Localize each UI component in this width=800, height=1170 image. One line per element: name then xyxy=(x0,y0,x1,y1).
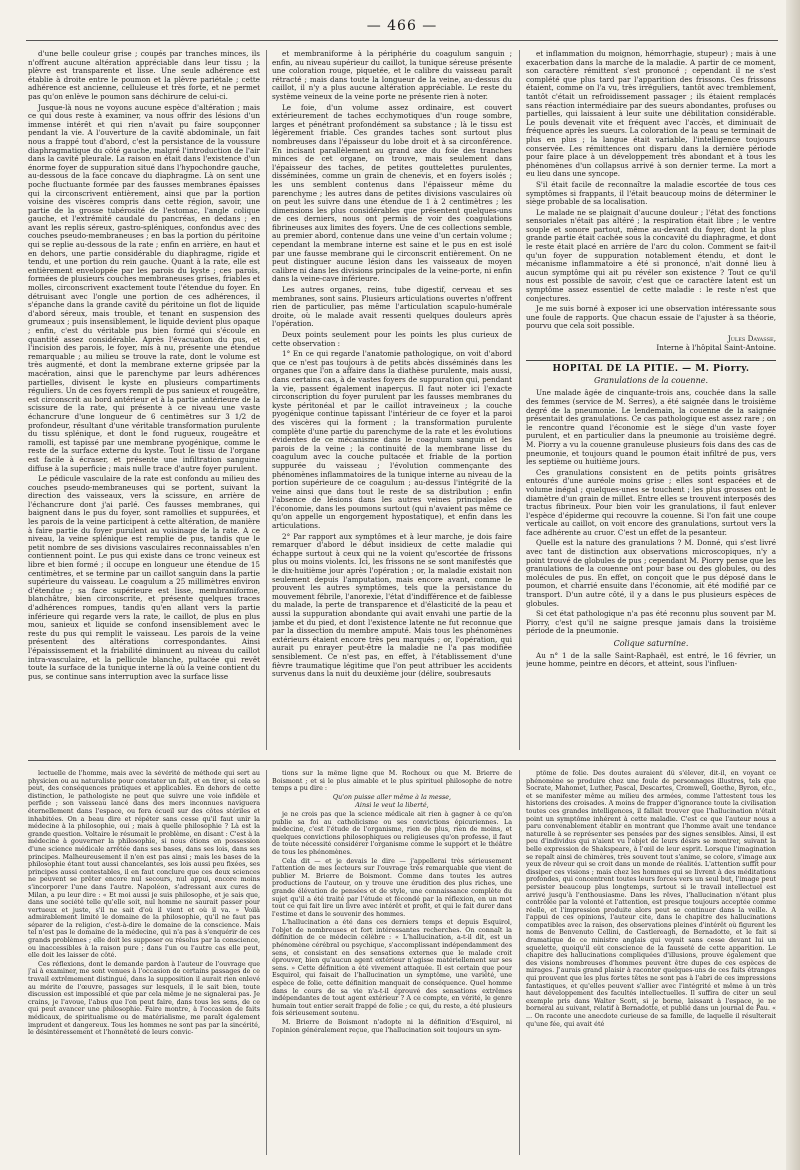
paragraph: S'il était facile de reconnaître la maladie escortée de tous ces symptômes si frappants, il l'était beaucoup moins de déterminer le siège probable de sa localisation. xyxy=(526,179,776,207)
paragraph: Le malade ne se plaignait d'aucune douleur ; l'état des fonctions sensoriales n'était pas altéré ; la respiration était libre ; le ventre souple et sonore partout, même au-devant du foyer, dont la plus grande partie était cachée sous la concavité du diaphragme, et dont le reste était placé en arrière de l'arc du colon. Comment se fait-il qu'un foyer de suppuration notablement étendu, et dont le mécanisme inflammatoire a été si prononcé, n'ait donné lieu à aucun symptôme qui ait pu révéler son existence ? Tout ce qu'il nous est possible de savoir, c'est que ce caractère latent est un symptôme assez essentiel de cette maladie : le reste n'est que conjectures. xyxy=(526,207,776,303)
paragraph: Jusque-là nous ne voyons aucune espèce d'altération ; mais ce qui dous reste à examiner, va nous offrir des lésions d'un immense intérêt et qui rien n'avait pu faire soupçonner pendant la vie. A l'ouverture de la cavité abdominale, un fait nous a frappé tout d'abord, c'est la persistance de la voussure diaphragmatique du côté gauche, malgré l'introduction de l'air dans la cavité pleurale. La raison en était dans l'existence d'un énorme foyer de suppuration situé dans l'hypochondre gauche, au-dessous de la face concave du diaphragme. Là on sent une poche fluctuante formée par des fausses membranes épaisses qui la circonscrivent entièrement, ainsi que par la portion voisine des viscères compris dans cette région, savoir, une partie de la grosse tubérosité de l'estomac, l'angle colique gauche, et l'extrémité caudale du pancréas, en dedans ; en avant les replis séreux, gastro-spléniques, confondus avec des couches pseudo-membraneuses ; en bas la portion du péritoine qui se replie au-dessous de la rate ; enfin en arrière, en haut et en dehors, une partie considérable du diaphragme, rigide et tendu, et une portion du rein gauche. Quant à la rate, elle est entièrement enveloppée par les parois du kyste ; ces parois, formées de plusieurs couches membraneuses grises, friables et molles, circonscrivent exactement toute l'étendue du foyer. En détruisant avec l'ongle une portion de ces adhérences, il s'épanche dans la grande cavité du péritoine un flot de liquide d'abord séreux, mais trouble, et tenant en suspension des grumeaux ; puis insensiblement, le liquide devient plus opaque ; enfin, c'est du véritable pus bien formé qui s'écoule en quantité assez considérable. Après l'évacuation du pus, et l'incision des parois, le foyer, mis à nu, présente une étendue remarquable ; au milieu se trouve la rate, dont le volume est très augmenté, et dont la membrane externe gripsée par la macération, ainsi que le parenchyme par leurs adhérences partielles, divisent le kyste en plusieurs compartiments réguliers. Un de ces foyers rempli de pus sanieux et rougeâtre, est circonscrit au bord antérieur et à la partie antérieure de la scissure de la rate, qui présente à ce niveau une vaste échancrure d'une longueur de 6 centimètres sur 3 1/2 de profondeur, résultant d'une véritable transformation purulente du tissu splénique, et dont le fond rugueux, rougeâtre et ramolli, est tapissé par une membrane pyogénique, comme le reste de la surface externe du kyste. Tout le tissu de l'organe est facile à écraser, et présente une infiltration sanguine diffuse à la superficie ; mais nulle trace d'autre foyer purulent. xyxy=(28,102,260,473)
paragraph: tions sur la même ligne que M. Rochoux ou que M. Brierre de Boismont ; et si le plus aimable et le plus spirituel philosophe de notre temps a pu dire : xyxy=(272,770,512,793)
paragraph: Si cet état pathologique n'a pas été reconnu plus souvent par M. Piorry, c'est qu'il ne saigne presque jamais dans la troisième période de la pneumonie. xyxy=(526,609,776,636)
paragraph: Le foie, d'un volume assez ordinaire, est couvert extérieurement de taches ecchymotiques d'un rouge sombre, larges et pénétrant profondément sa substance ; là le tissu est légèrement friable. Ces grandes taches sont surtout plus nombreuses dans l'épaisseur du lobe droit et à sa circonférence. En incisant parallèlement au grand axe du foie des tranches minces de cet organe, on trouve, mais seulement dans l'épaisseur des taches, de petites gouttelettes purulentes, disséminées, comme un grain de chenevis, et en foyers isolés ; les uns semblent contenus dans l'épaisseur même du parenchyme ; les autres dans de petites divisions vasculaires où on peut les suivre dans une étendue de 1 à 2 centimètres ; les dimensions les plus considérables que présentent quelques-uns de ces derniers, nous ont permis de voir des coagulations fibrineuses aux limites des foyers. Une de ces collections semble, au premier abord, contenue dans une veine d'un certain volume ; cependant la membrane interne est saine et le pus en est isolé par une fausse membrane qui le circonscrit entièrement. On ne peut distinguer aucune lésion dans les vaisseaux de moyen calibre ni dans les divisions principales de la veine-porte, ni enfin dans la veine-cave inférieure. xyxy=(272,102,512,284)
paragraph: 1° En ce qui regarde l'anatomie pathologique, on voit d'abord que ce n'est pas toujours à de petits abcès disséminés dans les organes que l'on a affaire dans la diathèse purulente, mais aussi, dans certains cas, à de vastes foyers de suppuration qui, pendant la vie, passent également inaperçus. Il faut noter ici l'exacte circonscription du foyer purulent par les fausses membranes du kyste péritonéal et par le caillot intraveineux ; la couche pyogénique continue tapissant l'intérieur de ce foyer et la paroi des viscères qui la forment ; la transformation purulente complète d'une partie du parenchyme de la rate et les évolutions évidentes de ce mécanisme dans le coagulum sanguin et les parois de la veine ; la continuité de la membrane lisse du coagulum avec la couche pultacée et friable de la portion suppurée du vaisseau ; l'évolution commençante des phénomènes inflammatoires de la tunique interne au niveau de la portion supérieure de ce coagulum ; au-dessus l'intégrité de la veine ainsi que dans tout le reste de sa distribution ; enfin l'absence de lésions dans les autres veines principales de l'économie, dans les poumons surtout (qui n'avaient pas même ce qu'on appelle un engorgement hypostatique), et enfin dans les articulations. xyxy=(272,349,512,531)
signature-name: Jules Dayasse, xyxy=(727,334,776,343)
verse-line: Ainsi le veut la liberté, xyxy=(355,801,429,810)
feuilleton-column-1 xyxy=(28,770,260,1155)
subsection-title: Colique saturnine. xyxy=(613,639,689,648)
column-divider xyxy=(519,50,520,750)
column-2 xyxy=(272,50,512,750)
paragraph: Au n° 1 de la salle Saint-Raphaël, est entré, le 16 février, un jeune homme, peintre en décors, et atteint, sous l'influen- xyxy=(526,650,776,669)
paragraph: Deux points seulement pour les points les plus curieux de cette observation : xyxy=(272,330,512,348)
paragraph: Ces réflexions, dont le demande pardon à l'auteur de l'ouvrage que j'ai à examiner, me sont venues à l'occasion de certains passages de ce travail extrêmement distingué, dans la supposition il aurait rien enlevé au mérite de l'œuvre, passages sur lesquels, il le sait bien, toute discussion est impossible et que par cela même je ne signalerai pas. Je crains, je l'avoue, l'abus que l'on peut faire, dans tous les sens, de ce qui peut avancer une philosophie. Faire montre, à l'occasion de faits médicaux, de spiritualisme ou de matérialisme, me paraît également imprudent et dangereux. Tous les hommes ne sont pas par la sincérité, le désintéressement et l'honnêteté de leurs convic- xyxy=(28,959,260,1037)
paragraph: d'une belle couleur grise ; coupés par tranches minces, ils n'offrent aucune altération appréciable dans leur tissu ; la plèvre est transparente et lisse. Une seule adhérence est établie à droite entre le poumon et la plèvre pariétale ; cette adhérence est ancienne, celluleuse et très forte, et ne permet pas qu'on enlève le poumon sans déchirure de celui-ci. xyxy=(28,50,260,101)
paragraph: M. Brierre de Boismont n'adopte ni la définition d'Esquirol, ni l'opinion généralement reçue, que l'hallucination soit toujours un sym- xyxy=(272,1018,512,1034)
page-number: — 466 — xyxy=(366,18,438,34)
paragraph: et inflammation du moignon, hémorrhagie, stupeur) ; mais à une exacerbation dans la marche de la maladie. A partir de ce moment, son caractère rémittent s'est prononcé ; cependant il ne s'est complété que plus tard par l'apparition des frissons. Ces frissons étaient, comme on l'a vu, très irréguliers, tantôt avec tremblement, tantôt c'était un refroidissement passager ; ils étaient remplacés sans réaction intermédiaire par des sueurs abondantes, profuses ou partielles, qui laissaient à leur suite une débilitation considérable. Le pouls devenait vite et fréquent avec l'accès, et diminuait de fréquence après les sueurs. La coloration de la peau se terminait de plus en plus ; la langue était variable, l'intelligence toujours conservée. Les rémittences ont disparu dans la dernière période pour faire place à un développement très abondant et à tous les phénomènes d'un collapsus arrivé à son dernier terme. La mort a eu lieu dans une syncope. xyxy=(526,50,776,179)
signature xyxy=(526,335,776,352)
verse-line: Qu'on puisse aller même à la messe, xyxy=(332,792,452,801)
section-subtitle: Granulations de la couenne. xyxy=(593,375,709,385)
paragraph: Je me suis borné à exposer ici une observation intéressante sous une foule de rapports. Que chacun essaie de l'ajuster à sa théorie, pourvu que cela soit possible. xyxy=(526,304,776,331)
book-binding-edge xyxy=(786,0,800,1170)
paragraph: lectuelle de l'homme, mais avec la sévérité de méthode qui sert au physicien ou au naturaliste pour constater un fait, et en tirer, si cela se peut, des conséquences pratiques et applicables. En dehors de cette distinction, le pathologiste ne peut que suivre une voie infidèle et perfide ; son vaisseau lancé dans des mers inconnues naviguera éternellement dans l'espace, ou fera écueil sur des côtes stériles et inhabitées. On a beau dire et répéter sans cesse qu'il faut unir la médecine à la philosophie, oui ; mais à quelle philosophie ? Là est la grande question. Voltaire le résumait le problème, en disant : C'est à la médecine à gouverner la philosophie, si nous étions en possession d'une science médicale arrêtée dans ses bases, dans ses lois, dans ses principes. Malheureusement il n'en est pas ainsi ; mais les bases de la philosophie étant tout aussi chancelantes, ses lois aussi peu fixées, ses principes aussi contestables, il en faut conclure que ces deux sciences ne peuvent se prêter encore nul secours, nul appui, encore moins s'incorporer l'une dans l'autre. Napoléon, s'adressant aux cures de Milan, a pu leur dire : « Et moi aussi je suis philosophe, et je sais que, dans une société telle qu'elle soit, nul homme ne saurait passer pour vertueux et juste, s'il ne sait d'où il vient et où il va. » Voilà admirablement limité le domaine de la philosophie, qu'il ne faut pas séparer de la religion, c'est-à-dire le domaine de la conscience. Mais tel n'est pas le domaine de la médecine, qui n'a pas à s'enquérir de ces grands problèmes ; elle doit les supposer ou résolus par la conscience, ou inaccessibles à la raison pure ; dans l'un ou l'autre cas elle peut, elle doit les laisser de côté. xyxy=(28,770,260,960)
paragraph: Une malade âgée de cinquante-trois ans, couchée dans la salle des femmes (service de M. Serres), a été saignée dans le troisième degré de la pneumonie. Le lendemain, la couenne de la saignée présentait des granulations. Ce cas pathologique est assez rare ; on le rencontre quand l'économie est le siège d'un vaste foyer purulent, et en particulier dans la pneumonie au troisième degré. M. Piorry a vu la couenne granuleuse plusieurs fois dans des cas de pneumonie, et toujours quand le poumon était infiltré de pus, vers les septième ou huitième jours. xyxy=(526,388,776,467)
feuilleton-column-2 xyxy=(272,770,512,1155)
paragraph: ptôme de folie. Des doutes auraient dû s'élever, dit-il, en voyant ce phénomène se produire chez une foule de personnages illustres, tels que Socrate, Mahomet, Luther, Pascal, Descartes, Cromwell, Goethe, Byron, etc., et se manifester même au milieu des armées, comme l'attestent tous les historiens des croisades. A moins de frapper d'ignorance toute la civilisation toutes ces grandes intelligences, il fallait trouver que l'hallucination n'était point un symptôme inhérent à cette maladie. C'est ce que l'auteur nous a paru convenablement établir en montrant que l'homme avait une tendance naturelle à se représenter ses pensées par des signes sensibles. Ainsi, il est peu d'individus qui n'aient vu l'objet de leurs désirs se montrer, suivant la belle expression de Shakspeare, à l'œil de leur esprit. Lorsque l'imagination se repaît ainsi de chimères, très souvent tout s'anime, se colore, s'image aux yeux de rêveur qui se croit dans un monde de réalités. L'attention suffit pour dissiper ces visions ; mais chez les hommes qui se livrent à des méditations profondes, qui concentrent toutes leurs forces vers un seul but, l'image peut persister beaucoup plus longtemps, surtout si le travail intellectuel est arrivé jusqu'à l'enthousiasme. Dans les rêves, l'hallucination n'étant plus contrôlée par la volonté et l'attention, est presque toujours acceptée comme réelle, et l'impression produite alors peut se continuer dans la veille. A l'appui de ces opinions, l'auteur cite, dans le chapitre des hallucinations compatibles avec la raison, des observations pleines d'intérêt où figurent les noms de Benvenuto Cellini, de Castlereagh, de Bernadotte, et le fait si dramatique de ce ministre anglais qui voyait sans cesse devant lui un squelette, quoiqu'il eût conscience de la fausseté de cette apparition. Le chapitre des hallucinations compliquées d'illusions, prouve également que des visions nombreuses d'hommes peuvent être dupes de ces espèces de mirages. J'aurais grand plaisir à raconter quelques-uns de ces faits étranges qui prouvent que les plus fortes têtes ne sont pas à l'abri de ces impressions fantastiques, et qu'elles peuvent s'allier avec l'intégrité et même à un très haut développement des facultés intellectuelles. Il suffira de citer un seul exemple pris dans Walter Scott, si je borne, laissant à l'espace, je ne borneral au suivant, relatif à Bernadotte, et publié dans un journal de Pau. « ... On raconte une anecdote curieuse de sa famille, de laquelle il résulterait qu'une fée, qui avait été xyxy=(526,770,776,1028)
paragraph: Quelle est la nature des granulations ? M. Donné, qui s'est livré avec tant de distinction aux observations microscopiques, n'y a point trouvé de globules de pus ; cependant M. Piorry pense que les granulations de la couenne ont pour base ou des globules, ou des molécules de pus. En effet, on conçoit que le pus déposé dans le poumon, et charrié ensuite dans l'économie, ait été modifié par ce transport. D'un autre côté, il y a dans le pus plusieurs espèces de globules. xyxy=(526,538,776,608)
paragraph: L'hallucination a été dans ces derniers temps et depuis Esquirol, l'objet de nombreuses et fort intéressantes recherches. On connaît la définition de ce médecin célèbre : « L'hallucination, a-t-il dit, est un phénomène cérébral ou psychique, s'accomplissant indépendamment des sens, et consistant en des sensations externes que le malade croit éprouver, bien qu'aucun agent extérieur n'agisse matériellement sur ses sens. » Cette définition a été vivement attaquée. Il est certain que pour Esquirol, qui faisait de l'hallucination un symptôme, une variété, une espèce de folie, cette définition manquait de conséquence. Quel homme dans le cours de sa vie n'a-t-il éprouvé des sensations extrêmes indépendantes de tout agent extérieur ? A ce compte, en vérité, le genre humain tout entier serait frappé de folie ; ce qui, du reste, a été plusieurs fois sérieusement soutenu. xyxy=(272,918,512,1018)
paragraph: Le pédicule vasculaire de la rate est confondu au milieu des couches pseudo-membraneuses qui se portent, suivant la direction des vaisseaux, vers la scissure, en arrière de l'échancrure dont j'ai parlé. Ces fausses membranes, qui baignent dans le pus du foyer, sont ramollies et suppurées, et les parois de la veine participent à cette altération, de manière à faire partie du foyer purulent au voisinage de la rate. A ce niveau, la veine splénique est remplie de pus, tandis que le petit nombre de ses divisions vasculaires reconnaissables n'en contiennent point. Le pus qui existe dans ce tronc veineux est libre et bien formé ; il occupe en longueur une étendue de 15 centimètres, et se termine par un caillot sanguin dans la partie supérieure du vaisseau. Le coagulum a 25 millimètres environ d'étendue ; sa face supérieure est lisse, membraniforme, blanchâtre, bien circonscrite, et présente quelques traces d'adhérences rompues, tandis qu'en allant vers la partie inférieure qui regarde vers la rate, le caillot, de plus en plus mou, sanieux et liquide se confond insensiblement avec le reste du pus qui remplit le vaisseau. Les parois de la veine présentent des altérations correspondantes. Ainsi l'épaississement et la friabilité diminuent au niveau du caillot intra-vasculaire, et la pellicule blanche, pultacée qui revêt toute la surface de la tunique interne là où la veine contient du pus, se continue sans interruption avec la surface lisse xyxy=(28,474,260,681)
paragraph: je ne crois pas que la science médicale ait rien à gagner à ce qu'on publie sa foi au catholicisme ou ses convictions épicuriennes. La médecine, c'est l'étude de l'organisme, rien de plus, rien de moins, et quelques convictions philosophiques ou religieuses qu'on professe, il faut de toute nécessité considérer l'organisme comme le support et le théâtre de tous les phénomènes. xyxy=(272,809,512,856)
column-divider xyxy=(266,50,267,750)
paragraph: Cela dit — et je devais le dire — j'appellerai très sérieusement l'attention de mes lecteurs sur l'ouvrage très remarquable que vient de publier M. Brierre de Boismont. Comme dans toutes les autres productions de l'auteur, on y trouve une érudition des plus riches, une grande élévation de pensées et de style, une connaissance complète du sujet qu'il a été traité par l'étude et fécondé par la réflexion, en un mot tout ce qui fait lire un livre avec intérêt et profit, et qui le fait durer dans l'estime et dans le souvenir des hommes. xyxy=(272,856,512,918)
column-3 xyxy=(526,50,776,750)
paragraph: Ces granulations consistent en de petits points grisâtres entourés d'une auréole moins grise ; elles sont espacées et de volume inégal ; quelques-unes se touchent ; les plus grosses ont le diamètre d'un grain de millet. Entre elles se trouvent interposés des tractus fibrineux. Pour bien voir les granulations, il faut enlever l'espèce d'épiderme qui recouvre la couenne. Si l'on fait une coupe verticale au caillot, on voit encore des granulations, surtout vers la face adhérente au cruor. C'est un effet de la pesanteur. xyxy=(526,467,776,537)
paragraph: Les autres organes, reins, tube digestif, cerveau et ses membranes, sont sains. Plusieurs articulations ouvertes n'offrent rien de particulier, pas même l'articulation scapulo-humérale droite, où le malade avait ressenti quelques douleurs après l'opération. xyxy=(272,285,512,329)
page-header xyxy=(26,18,778,41)
paragraph: 2° Par rapport aux symptômes et à leur marche, je dois faire remarquer d'abord le début insidieux de cette maladie qui échappe surtout à ceux qui ne la voient qu'escortée de frissons plus ou moins violents. Ici, les frissons ne se sont manifestés que le dix-huitième jour après l'opération ; or, la maladie existait non seulement depuis l'amputation, mais encore avant, comme le prouvent les autres symptômes, tels que la persistance du mouvement fébrile, l'anorexie, l'état d'indifférence et de faiblesse du malade, la perte de transparence et d'élasticité de la peau et aussi la suppuration abondante qui avait envahi une partie de la jambe et du pied, et dont l'existence latente ne fut reconnue que par la dissection du membre amputé. Mais tous les phénomènes extérieurs étaient encore très peu marqués ; or, l'opération, qui aurait pu enrayer peut-être la maladie ne l'a pas modifiée sensiblement. Ce n'est pas, en effet, à l'établissement d'une fièvre traumatique légitime que l'on peut attribuer les accidents survenus dans la nuit du deuxième jour (délire, soubresauts xyxy=(272,531,512,679)
feuilleton-column-3 xyxy=(526,770,776,1155)
feuilleton-divider xyxy=(28,760,776,761)
column-divider xyxy=(519,770,520,1155)
paragraph: et membraniforme à la périphérie du coagulum sanguin ; enfin, au niveau supérieur du caillot, la tunique séreuse présente une coloration rouge, piquetée, et le calibre du vaisseau paraît rétracté ; mais dans toute la longueur de la veine, au-dessus du caillot, il n'y a plus aucune altération appréciable. Le reste du système veineux de la veine porte ne présente rien à noter. xyxy=(272,50,512,101)
column-1 xyxy=(28,50,260,750)
column-divider xyxy=(266,770,267,1155)
section-title: HOPITAL DE LA PITIE. — M. Piorry. xyxy=(526,360,776,374)
signature-role: Interne à l'hôpital Saint-Antoine. xyxy=(656,342,776,352)
